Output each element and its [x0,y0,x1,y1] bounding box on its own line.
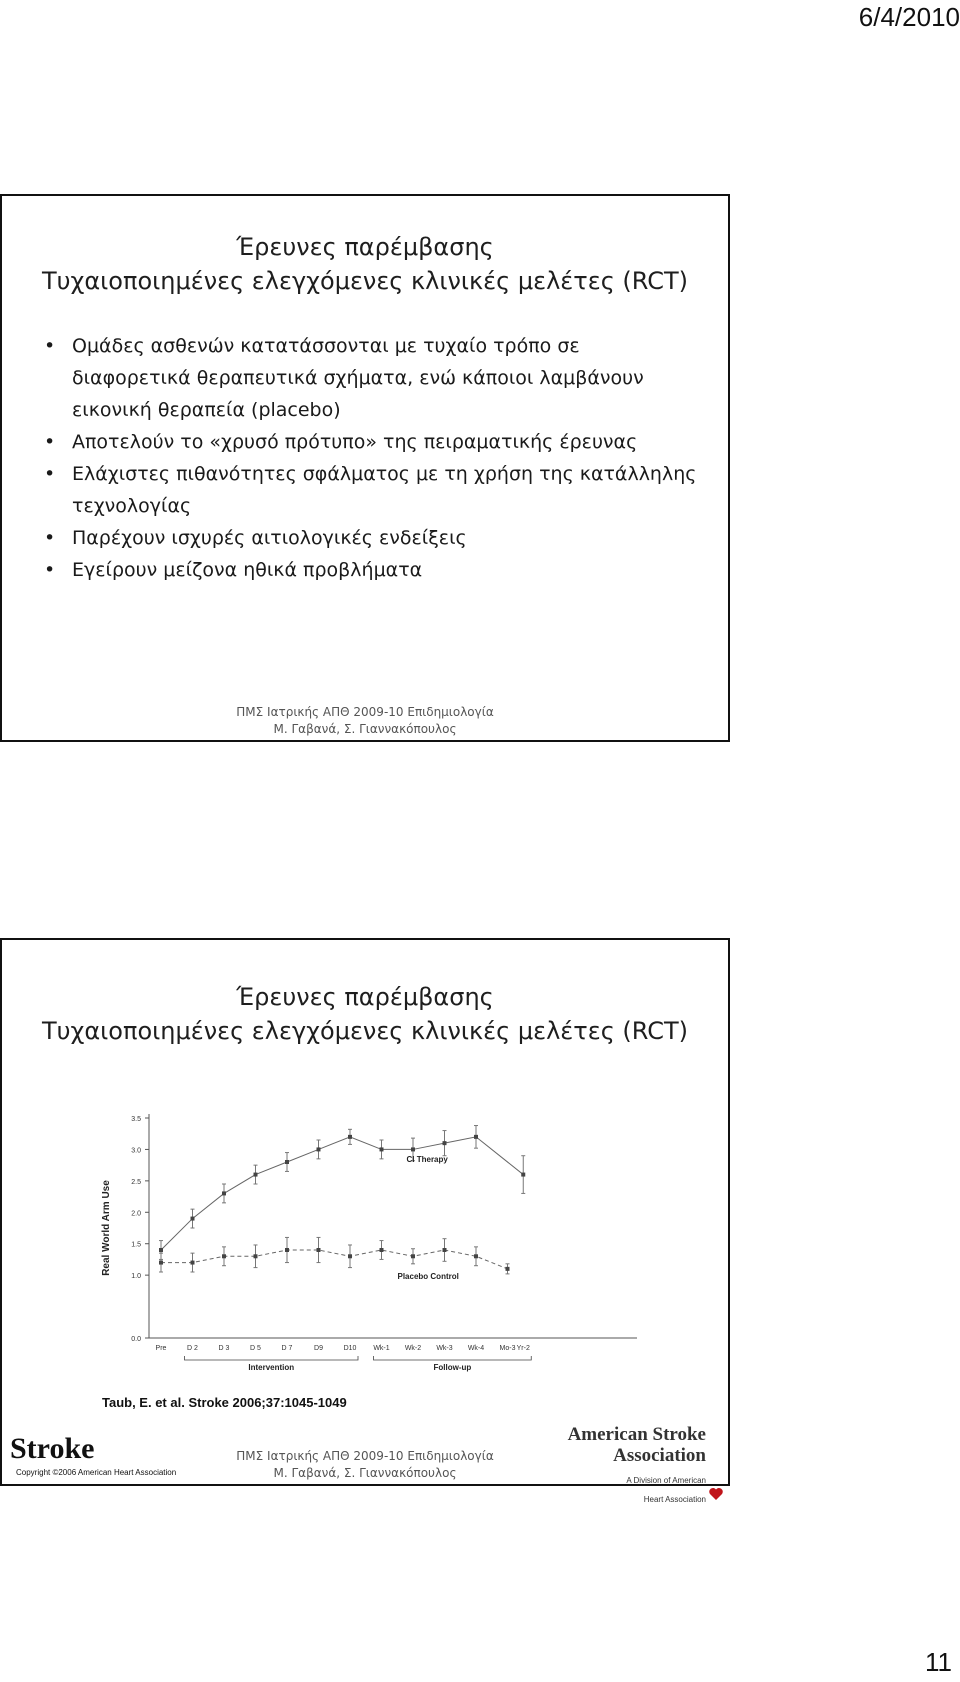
data-point [254,1254,258,1258]
slide-1 [0,194,730,742]
x-tick-label: Wk-4 [467,1345,485,1352]
asa-logo-line2: Association [613,1445,706,1466]
bullet-item [42,330,702,426]
heart-icon [708,1486,724,1502]
group-label: Follow-up [433,1363,472,1372]
x-tick-label: D 3 [218,1345,230,1352]
data-point [411,1254,415,1258]
x-tick-label: D9 [314,1345,323,1352]
data-point [159,1248,163,1252]
x-tick-label: Wk-1 [373,1345,390,1352]
x-tick-label: D10 [343,1345,357,1352]
x-tick-label: Pre [155,1345,167,1352]
y-tick-label: 1.0 [131,1273,141,1281]
y-tick-label: 1.5 [131,1241,141,1249]
bullet-dot-icon: • [44,463,56,485]
x-tick-label: D 2 [187,1345,198,1352]
bullet-dot-icon: • [44,527,56,549]
x-tick-label: Wk-2 [404,1345,422,1352]
data-point [191,1261,195,1265]
data-point [380,1147,384,1151]
x-tick-label: D 5 [250,1345,261,1352]
bullet-item [42,426,702,458]
slide-1-title [2,230,728,298]
citation: Taub, E. et al. Stroke 2006;37:1045-1049 [102,1395,347,1410]
series-label: Placebo Control [397,1272,459,1282]
bullet-item [42,458,702,522]
data-point [222,1191,226,1195]
bullet-text: Αποτελούν το «χρυσό πρότυπο» της πειραματικής έρευνας [72,431,638,453]
y-tick-label: 2.5 [131,1178,141,1186]
bullet-text: Εγείρουν μείζονα ηθικά προβλήματα [72,559,423,581]
slide-1-title-line2: Τυχαιοποιημένες ελεγχόμενες κλινικές μελέτες (RCT) [41,267,689,295]
data-point [191,1217,195,1221]
data-point [348,1135,352,1139]
group-bracket [185,1356,359,1360]
bullet-dot-icon: • [44,335,56,357]
arm-use-chart [97,1110,647,1390]
footer-line2: Μ. Γαβανά, Σ. Γιαννακόπουλος [273,1466,457,1480]
y-tick-label: 3.0 [131,1147,141,1155]
page-number: 11 [925,1647,952,1677]
header-date: 6/4/2010 [858,2,960,32]
data-point [521,1173,525,1177]
footer-line1: ΠΜΣ Ιατρικής ΑΠΘ 2009-10 Επιδημιολογία [236,705,494,719]
group-bracket [374,1356,532,1360]
slide-1-title-line1: Έρευνες παρέμβασης [236,233,494,261]
series-line [161,1137,523,1250]
bullet-text: Ελάχιστες πιθανότητες σφάλματος με τη χρήση της κατάλληλης τεχνολογίας [72,463,697,517]
bullet-item [42,554,702,586]
bullet-dot-icon: • [44,559,56,581]
x-tick-label: Mo-3 [499,1345,516,1352]
data-point [411,1147,415,1151]
slide-2-title-line2: Τυχαιοποιημένες ελεγχόμενες κλινικές μελέτες (RCT) [41,1017,689,1045]
data-point [317,1248,321,1252]
asa-logo-sub2: Heart Association [643,1495,706,1504]
data-point [506,1267,510,1271]
series-line [161,1250,508,1269]
slide-2-title-line1: Έρευνες παρέμβασης [236,983,494,1011]
x-tick-label: Wk-3 [436,1345,453,1352]
asa-logo-sub1: A Division of American [626,1476,706,1485]
bullet-item [42,522,702,554]
data-point [474,1135,478,1139]
stroke-journal-logo: Stroke [10,1432,95,1465]
data-point [380,1248,384,1252]
data-point [348,1254,352,1258]
x-tick-label: Yr-2 [516,1345,530,1352]
copyright: Copyright ©2006 American Heart Association [16,1468,177,1477]
slide-1-footer [2,704,728,738]
bullet-text: Παρέχουν ισχυρές αιτιολογικές ενδείξεις [72,527,467,549]
bullet-text: Ομάδες ασθενών κατατάσσονται με τυχαίο τρόπο σε διαφορετικά θεραπευτικά σχήματα, ενώ κάποιοι λαμβάνουν εικονική θεραπεία (placebo) [72,335,644,421]
x-tick-label: D 7 [281,1345,293,1352]
data-point [285,1160,289,1164]
y-tick-label: 3.5 [131,1116,141,1123]
data-point [443,1248,447,1252]
y-axis-label: Real World Arm Use [101,1180,112,1276]
data-point [443,1141,447,1145]
data-point [285,1248,289,1252]
group-label: Intervention [248,1363,295,1372]
y-tick-label: 2.0 [131,1210,141,1218]
series-label: CI Therapy [406,1155,448,1164]
data-point [159,1261,163,1265]
slide-2 [0,938,730,1504]
bullet-dot-icon: • [44,431,56,453]
y-tick-label: 0.0 [131,1336,141,1343]
data-point [317,1147,321,1151]
slide-2-title [2,980,728,1048]
data-point [222,1254,226,1258]
footer-line2: Μ. Γαβανά, Σ. Γιαννακόπουλος [273,722,457,736]
bullet-list [42,330,702,586]
footer-line1: ΠΜΣ Ιατρικής ΑΠΘ 2009-10 Επιδημιολογία [236,1449,494,1463]
asa-logo-line1: American Stroke [567,1424,706,1445]
data-point [474,1254,478,1258]
slide-2-footer [2,1448,728,1482]
data-point [254,1173,258,1177]
